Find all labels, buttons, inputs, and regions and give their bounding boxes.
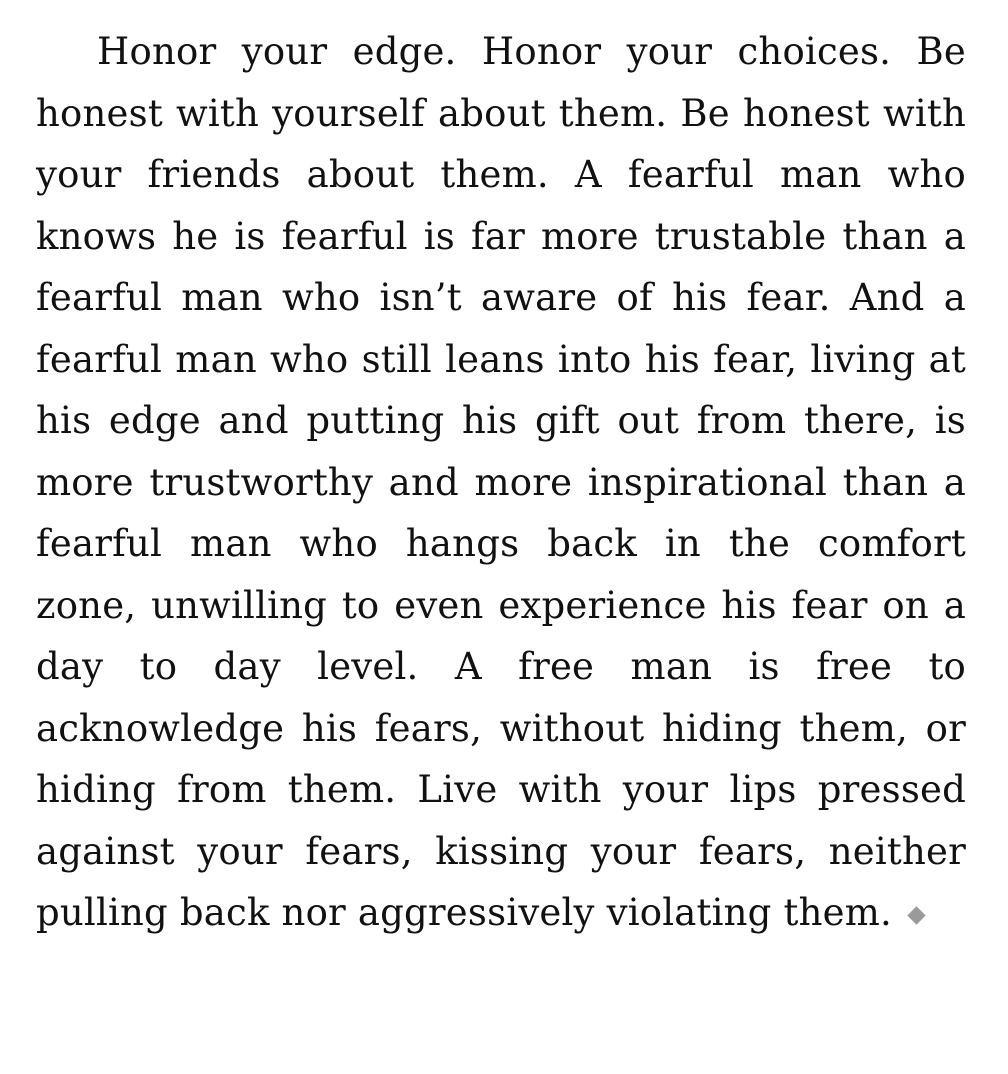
reader-page <box>36 21 966 944</box>
passage-paragraph <box>36 21 966 944</box>
passage-text: Honor your edge. Honor your choices. Be honest with yourself about them. Be honest with your friends about them. A fearful man who knows he is fearful is far more trustable than a fearful man who isn’t aware of his fear. And a fearful man who still leans into his fear, living at his edge and putting his gift out from there, is more trustworthy and more inspirational than a fearful man who hangs back in the comfort zone, unwilling to even experience his fear on a day to day level. A free man is free to acknowledge his fears, without hiding them, or hiding from them. Live with your lips pressed against your fears, kissing your fears, neither pulling back nor aggressively violating them. <box>36 30 966 934</box>
diamond-end-marker-icon <box>907 906 925 924</box>
